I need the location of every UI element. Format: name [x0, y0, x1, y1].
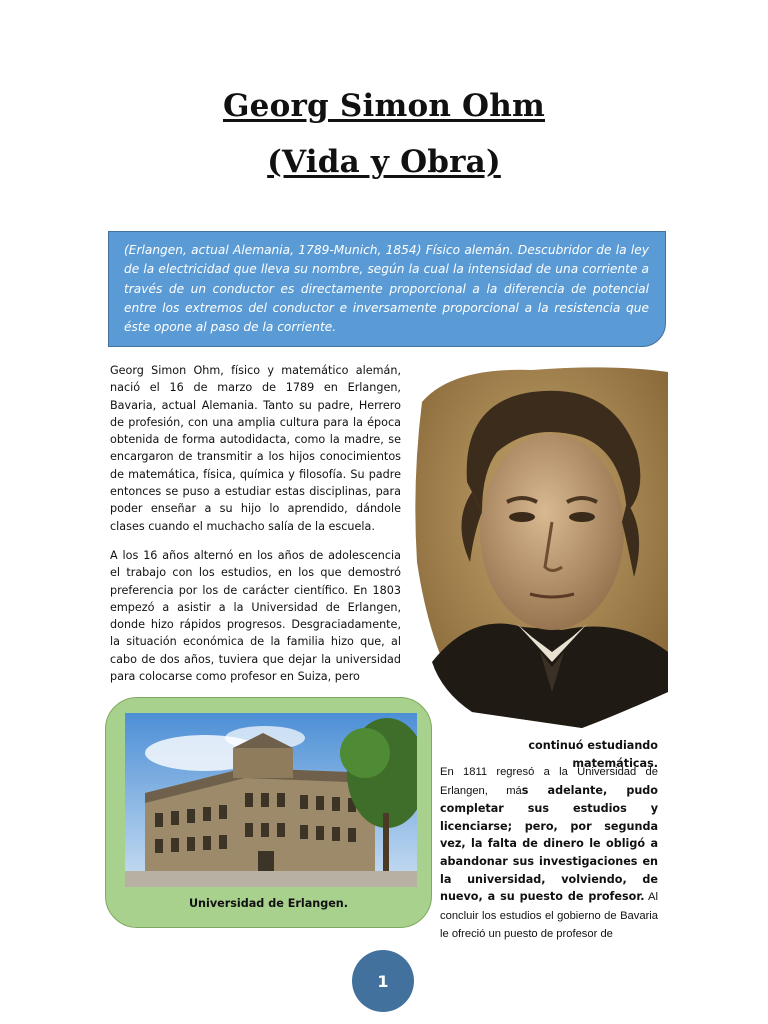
paragraph-3-part-2: s adelante, pudo completar sus estudios y licenciarse; pero, por segunda vez, la falta de dinero le obligó a abandonar sus investigaciones en la universidad, volviendo, de nuevo, a su puesto de profesor.	[440, 783, 658, 904]
paragraph-3-part-3: Al concluir los estudios el gobierno de Bavaria le ofreció un puesto de profesor de	[440, 891, 658, 941]
body-paragraph-2-continuation: continuó estudiando matemáticas.	[528, 739, 658, 770]
building-photo	[125, 713, 417, 887]
body-paragraph-3	[440, 763, 658, 944]
page-number-badge: 1	[352, 950, 414, 1012]
body-paragraph-2: A los 16 años alternó en los años de adolescencia el trabajo con los estudios, en los que demostró preferencia por los de carácter científico. En 1803 empezó a asistir a la Universidad de Erlangen, donde hizo rápidos progresos. Desgraciadamente, la situación económica de la familia hizo que, al cabo de dos años, tuviera que dejar la universidad para colocarse como profesor en Suiza, pero	[110, 549, 401, 684]
photo-caption: Universidad de Erlangen.	[188, 897, 349, 910]
page-subtitle: (Vida y Obra)	[267, 144, 501, 180]
paragraph-3-part-1: En 1811 regresó a la Universidad de Erlangen, má	[440, 766, 658, 797]
portrait-photo	[412, 362, 668, 728]
body-paragraph-1: Georg Simon Ohm, físico y matemático alemán, nació el 16 de marzo de 1789 en Erlangen, Bavaria, actual Alemania. Tanto su padre, Herrero de profesión, con una amplia cultura para la época obtenida de forma autodidacta, como la madre, se encargaron de transmitir a los hijos conocimientos de matemática, física, química y filosofía. Su padre entonces se puso a estudiar estas disciplinas, para poder enseñar a su hijo lo aprendido, dándole clases cuando el muchacho salía de la escuela.	[110, 364, 401, 533]
summary-box: (Erlangen, actual Alemania, 1789-Munich, 1854) Físico alemán. Descubridor de la ley de la electricidad que lleva su nombre, según la cual la intensidad de una corriente a través de un conductor es directamente proporcional a la diferencia de potencial entre los extremos del conductor e inversamente proporcional a la resistencia que éste opone al paso de la corriente.	[108, 231, 666, 347]
page-title: Georg Simon Ohm	[223, 88, 545, 124]
